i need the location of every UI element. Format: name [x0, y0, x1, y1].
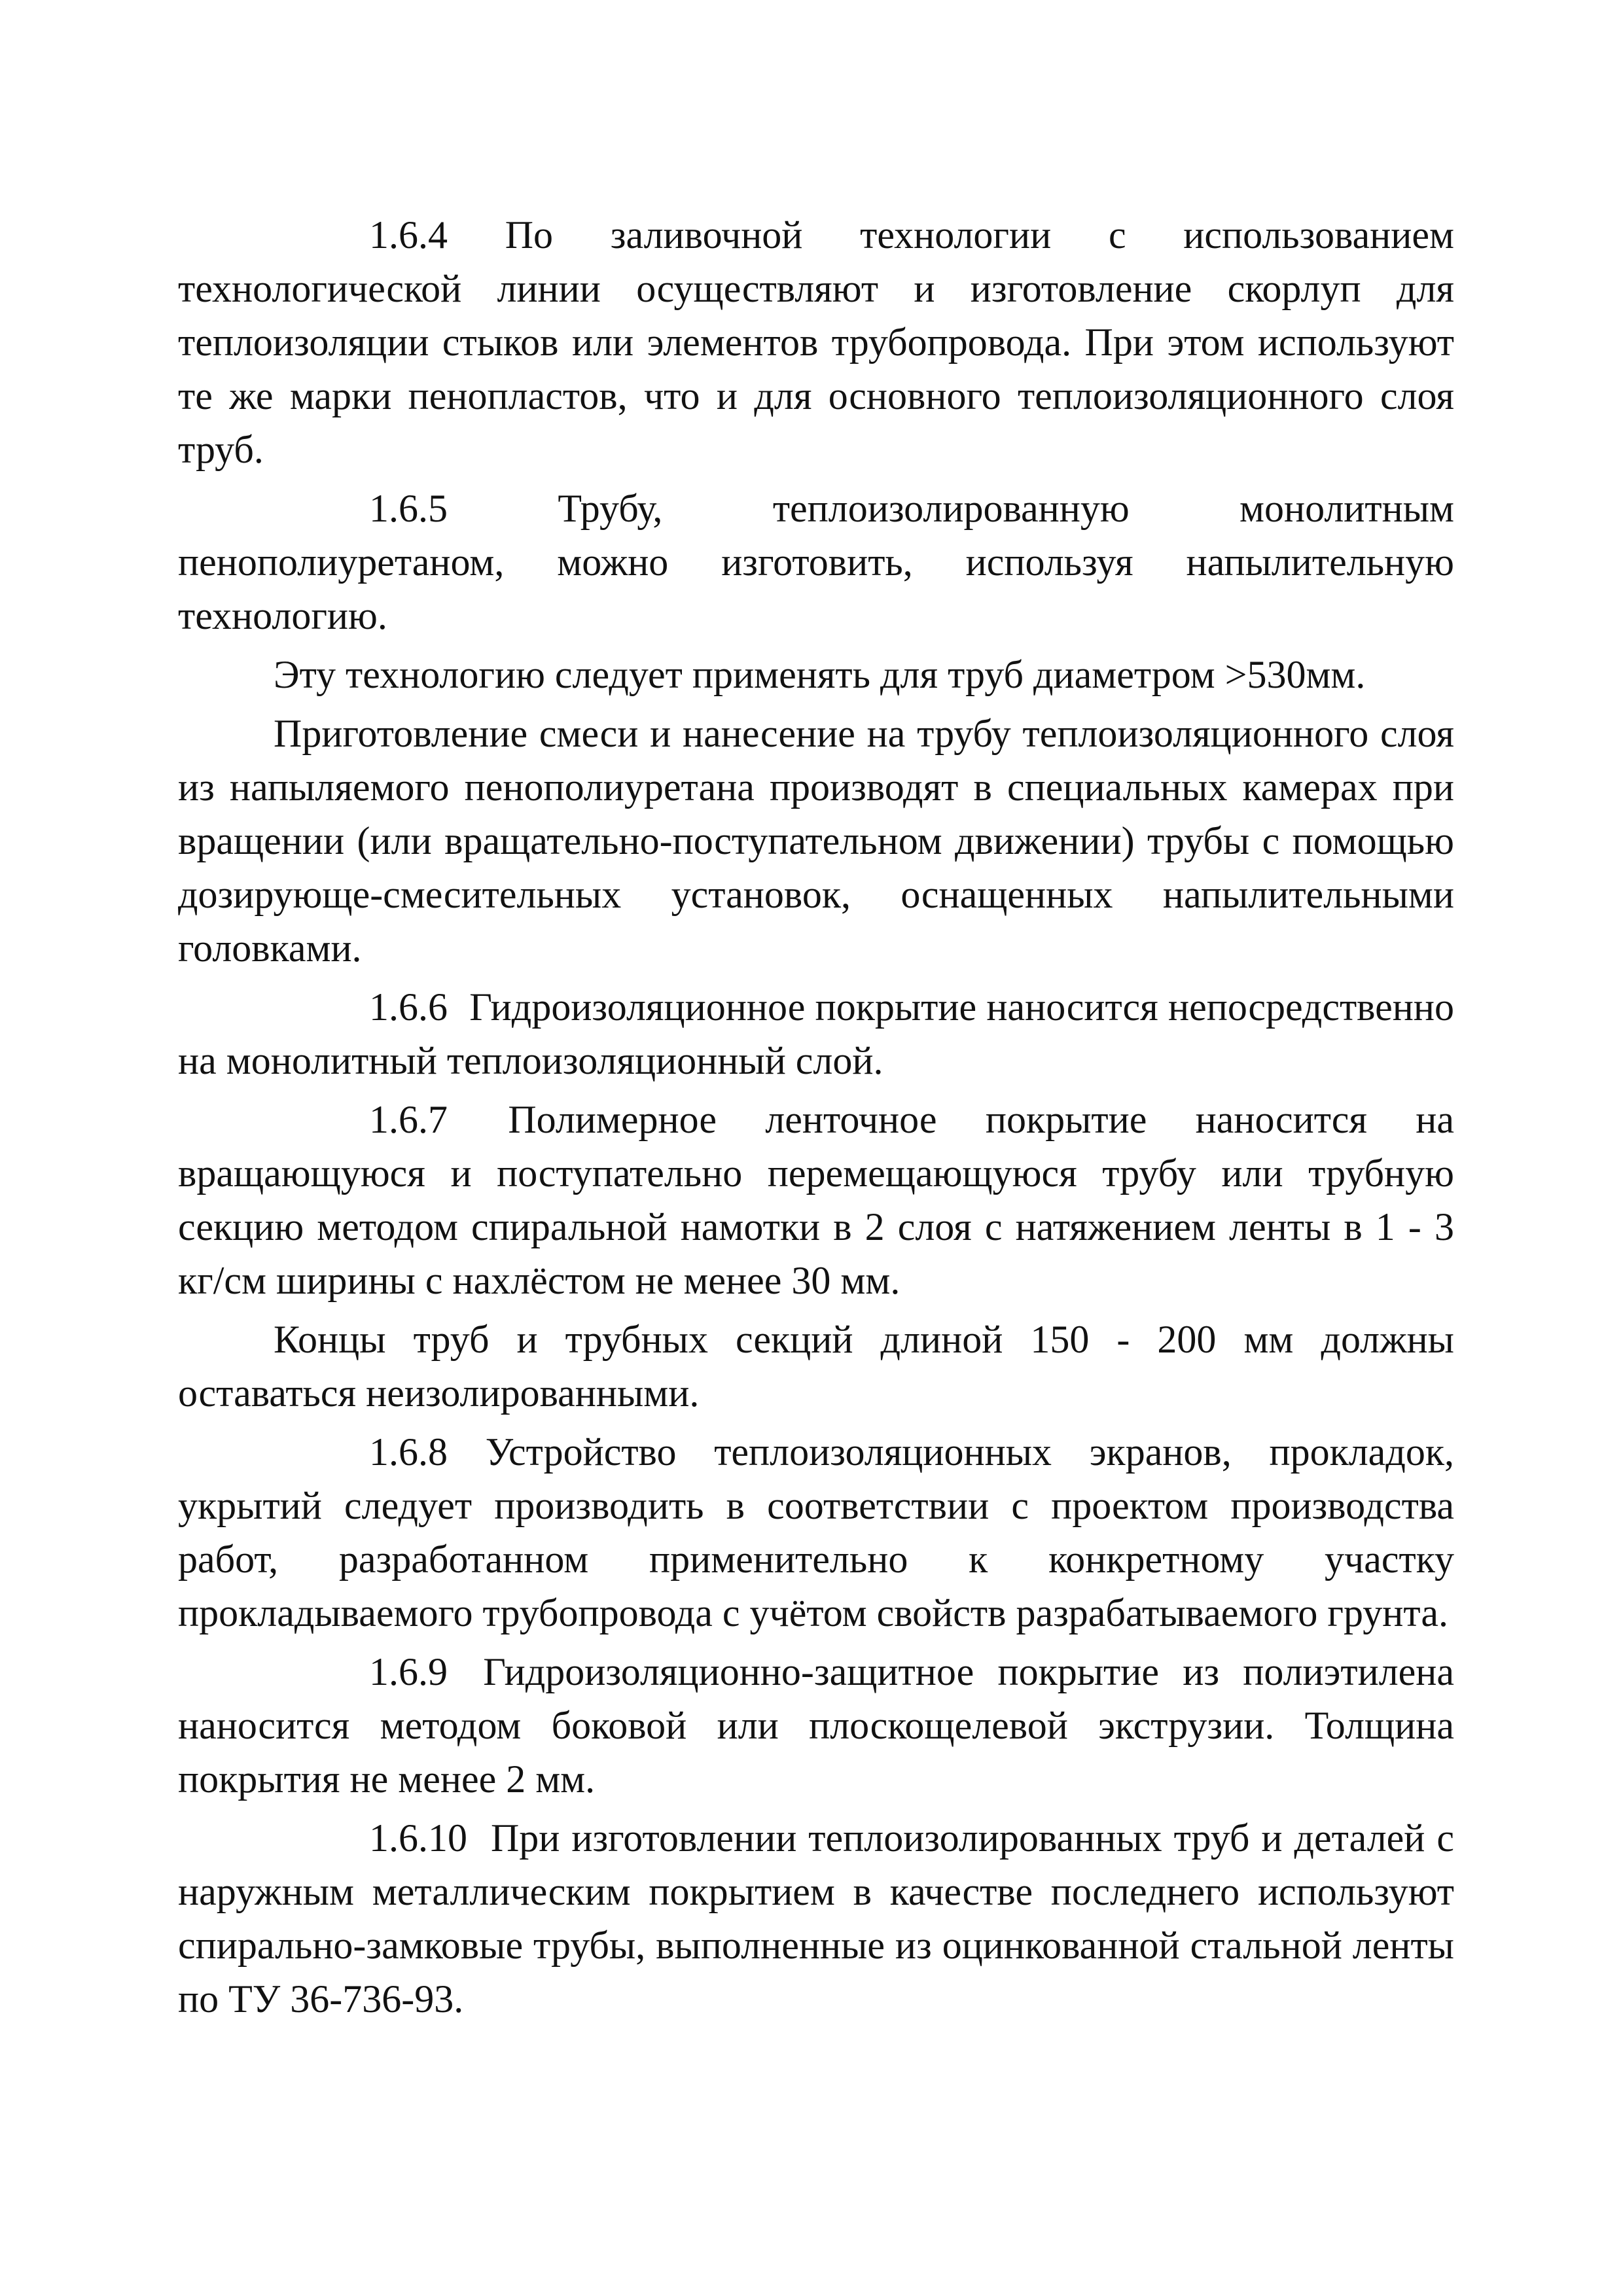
- clause-number: 1.6.9: [369, 1650, 448, 1693]
- paragraph-text: Трубу, теплоизолированную монолитным пенополиуретаном, можно изготовить, используя напылительную технологию.: [178, 487, 1455, 637]
- paragraph-text: По заливочной технологии с использованием технологической линии осуществляют и изготовление скорлуп для теплоизоляции стыков или элементов трубопровода. При этом используют те же марки пенопластов, что и для основного теплоизоляционного слоя труб.: [178, 213, 1454, 471]
- clause-number: 1.6.5: [369, 487, 448, 530]
- paragraph-text: Устройство теплоизоляционных экранов, прокладок, укрытий следует производить в соответствии с проектом производства работ, разработанном применительно к конкретному участку прокладываемого трубопровода с учётом свойств разрабатываемого грунта.: [178, 1430, 1454, 1634]
- paragraph-text: Полимерное ленточное покрытие наносится на вращающуюся и поступательно перемещающуюся трубу или трубную секцию методом спиральной намотки в 2 слоя с натяжением ленты в 1 - 3 кг/см ширины с нахлёстом не менее 30 мм.: [178, 1098, 1454, 1302]
- paragraph-text: Эту технологию следует применять для труб диаметром >530мм.: [274, 653, 1366, 696]
- paragraph-text: При изготовлении теплоизолированных труб и деталей с наружным металлическим покрытием в качестве последнего используют спирально-замковые трубы, выполненные из оцинкованной стальной ленты по ТУ 36-736-93.: [178, 1816, 1455, 2021]
- paragraph-text: Приготовление смеси и нанесение на трубу теплоизоляционного слоя из напыляемого пенополиуретана производят в специальных камерах при вращении (или вращательно-поступательном движении) трубы с помощью дозирующе-смесительных установок, оснащенных напылительными головками.: [178, 712, 1454, 970]
- paragraph-diameter: [178, 648, 1454, 701]
- clause-number: 1.6.4: [369, 213, 448, 256]
- paragraph-text: Гидроизоляционно-защитное покрытие из полиэтилена наносится методом боковой или плоскощелевой экструзии. Толщина покрытия не менее 2 мм.: [178, 1650, 1455, 1801]
- paragraph-1-6-10: [178, 1811, 1454, 2026]
- paragraph-text: Гидроизоляционное покрытие наносится непосредственно на монолитный теплоизоляционный слой.: [178, 985, 1454, 1082]
- paragraph-mixture-preparation: [178, 707, 1454, 975]
- document-body: [178, 208, 1454, 2031]
- paragraph-1-6-5: [178, 482, 1454, 643]
- clause-number: 1.6.8: [369, 1430, 448, 1474]
- clause-number: 1.6.6: [369, 985, 448, 1029]
- paragraph-pipe-ends: [178, 1313, 1454, 1420]
- paragraph-1-6-8: [178, 1425, 1454, 1640]
- paragraph-text: Концы труб и трубных секций длиной 150 - 200 мм должны оставаться неизолированными.: [178, 1318, 1454, 1415]
- paragraph-1-6-4: [178, 208, 1454, 476]
- paragraph-1-6-7: [178, 1093, 1454, 1307]
- paragraph-1-6-9: [178, 1645, 1454, 1806]
- clause-number: 1.6.10: [369, 1816, 467, 1860]
- clause-number: 1.6.7: [369, 1098, 448, 1141]
- paragraph-1-6-6: [178, 980, 1454, 1087]
